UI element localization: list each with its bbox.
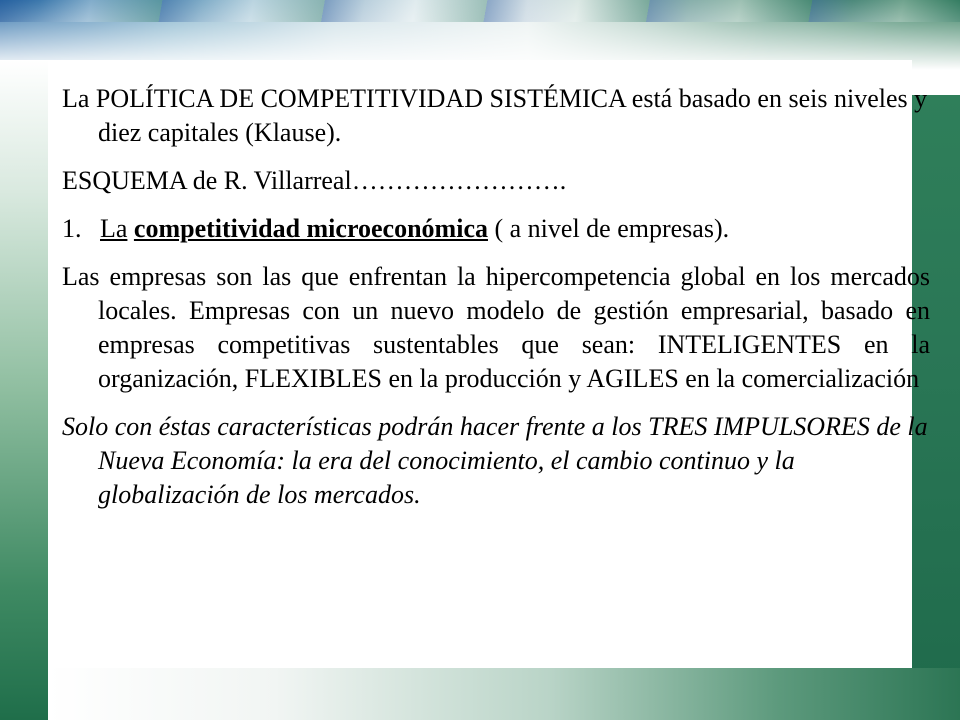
slide-body — [62, 82, 930, 526]
item-number: 1. — [62, 214, 82, 243]
bottom-decorative-band — [48, 668, 960, 720]
item-bold-text: competitividad microeconómica — [133, 214, 488, 243]
paragraph-impulsores: Solo con éstas características podrán hacer frente a los TRES IMPULSORES de la Nueva Economía: la era del conocimiento, el cambio continuo y la globalización de los mercados. — [62, 412, 928, 509]
numbered-item-1 — [62, 212, 930, 246]
paragraph-politica: La POLÍTICA DE COMPETITIVIDAD SISTÉMICA está basado en seis niveles y diez capitales (Klause). — [62, 84, 928, 147]
paragraph-esquema: ESQUEMA de R. Villarreal……………………. — [62, 166, 567, 195]
item-lead-text: La — [100, 214, 128, 243]
item-text — [100, 212, 729, 246]
left-decorative-bar — [0, 60, 48, 720]
paragraph-empresas: Las empresas son las que enfrentan la hipercompetencia global en los mercados locales. Empresas con un nuevo modelo de gestión empresarial, basado en empresas competitivas sustentables que sean: INTELIGENTES en la organización, FLEXIBLES en la producción y AGILES en la comercialización — [62, 262, 930, 393]
item-rest-text: ( a nivel de empresas). — [487, 214, 730, 243]
top-decorative-streaks — [0, 0, 960, 22]
